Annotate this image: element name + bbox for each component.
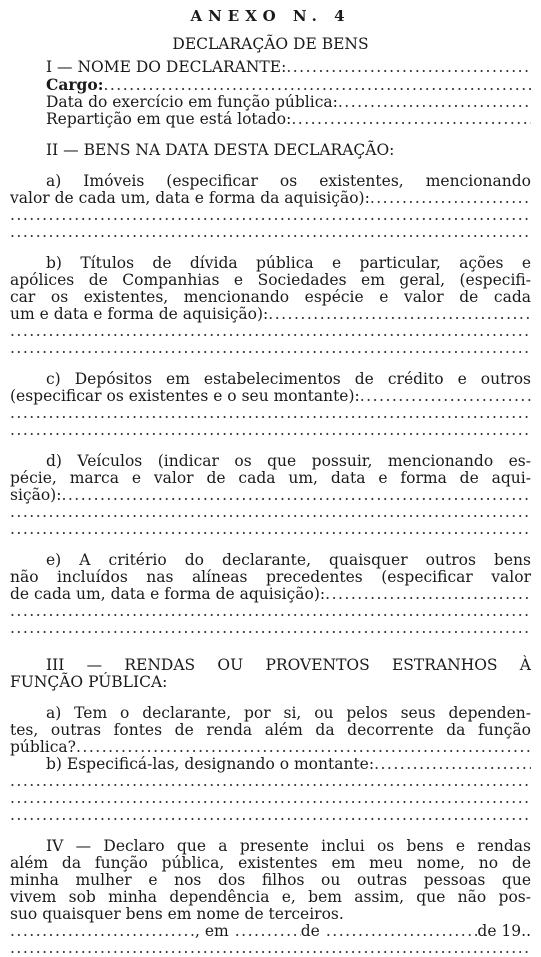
text-line: de cada um, data e forma de aquisição): ..... bbox=[10, 586, 531, 603]
fill-field[interactable] bbox=[370, 190, 531, 207]
fill-line[interactable] bbox=[10, 521, 531, 538]
section-iii-heading-cont: FUNÇÃO PÚBLICA: bbox=[10, 673, 168, 691]
declarant-name-field[interactable] bbox=[286, 59, 531, 76]
text-line: b) Títulos de dívida pública e particular, ações e bbox=[46, 254, 531, 272]
annex-title: ANEXO N. 4 bbox=[190, 7, 351, 25]
document-subtitle: DECLARAÇÃO DE BENS bbox=[172, 35, 369, 53]
fill-line[interactable] bbox=[10, 807, 531, 824]
text-line: (especificar os existentes e o seu montante): ..... bbox=[10, 388, 531, 405]
fill-line[interactable] bbox=[10, 790, 531, 807]
text-line: a) Imóveis (especificar os existentes, mencionando bbox=[46, 172, 531, 190]
department-field[interactable] bbox=[291, 111, 531, 128]
item-titulos bbox=[10, 255, 531, 357]
declarant-name-line bbox=[10, 59, 531, 76]
section-declarant bbox=[10, 59, 531, 128]
fill-field[interactable] bbox=[360, 388, 531, 405]
item-veiculos bbox=[10, 453, 531, 538]
text-line: IV — Declaro que a presente inclui os bens e rendas bbox=[46, 837, 531, 855]
day-field[interactable] bbox=[229, 923, 301, 940]
signature-line[interactable] bbox=[10, 940, 531, 957]
cargo-line bbox=[10, 76, 531, 94]
item-imoveis bbox=[10, 173, 531, 241]
month-field[interactable] bbox=[320, 923, 478, 940]
fill-field[interactable] bbox=[374, 756, 531, 773]
section-ii-heading: II — BENS NA DATA DESTA DECLARAÇÃO: bbox=[46, 141, 395, 159]
exercise-date-line bbox=[10, 94, 531, 111]
section-i-heading: I — NOME DO DECLARANTE: bbox=[46, 59, 287, 76]
fill-field[interactable] bbox=[325, 586, 531, 603]
cargo-field[interactable] bbox=[103, 77, 531, 94]
fill-line[interactable] bbox=[10, 603, 531, 620]
fill-line[interactable] bbox=[10, 340, 531, 357]
date-place-line bbox=[10, 923, 531, 940]
text-line: c) Depósitos em estabelecimentos de crédito e outros bbox=[46, 370, 531, 388]
text-line: a) Tem o declarante, por si, ou pelos seus dependen- bbox=[46, 704, 531, 722]
text-line: além da função pública, existentes em meu nome, no de bbox=[10, 854, 531, 872]
item-outros-bens bbox=[10, 552, 531, 637]
fill-line[interactable] bbox=[10, 773, 531, 790]
text-line: suo quaisquer bens em nome de terceiros. bbox=[10, 905, 344, 923]
section-iv bbox=[10, 838, 531, 957]
department-label: Repartição em que está lotado: bbox=[46, 111, 292, 128]
fill-line[interactable] bbox=[10, 620, 531, 637]
text-line: minha mulher e nos dos filhos ou outras pessoas que bbox=[10, 871, 531, 889]
text-line: b) Especificá-las, designando o montante: ..... bbox=[10, 756, 531, 773]
date-year-label: de 19.. bbox=[477, 922, 531, 940]
text-line: valor de cada um, data e forma da aquisição): ..... bbox=[10, 190, 531, 207]
text-line: tes, outras fontes de renda além da decorrente da função bbox=[10, 721, 531, 739]
section-iii bbox=[10, 657, 531, 824]
fill-line[interactable] bbox=[10, 207, 531, 224]
text-line: car os existentes, mencionando espécie e valor de cada bbox=[10, 288, 531, 306]
date-de-label: de bbox=[300, 922, 320, 940]
exercise-date-label: Data do exercício em função pública: bbox=[46, 94, 338, 111]
text-line: e) A critério do declarante, quaisquer outros bens bbox=[46, 551, 531, 569]
text-line: vivem sob minha dependência e, bem assim, que não pos- bbox=[10, 888, 531, 906]
fill-field[interactable] bbox=[268, 306, 531, 323]
fill-line[interactable] bbox=[10, 405, 531, 422]
department-line bbox=[10, 111, 531, 128]
fill-line[interactable] bbox=[10, 323, 531, 340]
fill-line[interactable] bbox=[10, 224, 531, 241]
fill-field[interactable] bbox=[76, 739, 531, 756]
text-line: um e data e forma de aquisição): ..... bbox=[10, 306, 531, 323]
text-line: pécie, marca e valor de cada um, data e forma de aqui- bbox=[10, 469, 531, 487]
text-line: sição): ..... bbox=[10, 487, 531, 504]
text-line: pública? ..... bbox=[10, 739, 531, 756]
text-line: não incluídos nas alíneas precedentes (especificar valor bbox=[10, 568, 531, 586]
text-line: apólices de Companhias e Sociedades em geral, (especifi- bbox=[10, 271, 531, 289]
cargo-label: Cargo: bbox=[46, 76, 104, 94]
place-field[interactable] bbox=[10, 923, 195, 940]
date-em-label: , em bbox=[195, 922, 229, 940]
fill-line[interactable] bbox=[10, 422, 531, 439]
item-depositos bbox=[10, 371, 531, 439]
section-iii-heading: III — RENDAS OU PROVENTOS ESTRANHOS À bbox=[46, 656, 531, 674]
text-line: d) Veículos (indicar os que possuir, mencionando es- bbox=[46, 452, 531, 470]
exercise-date-field[interactable] bbox=[338, 94, 531, 111]
fill-field[interactable] bbox=[61, 487, 531, 504]
fill-line[interactable] bbox=[10, 504, 531, 521]
